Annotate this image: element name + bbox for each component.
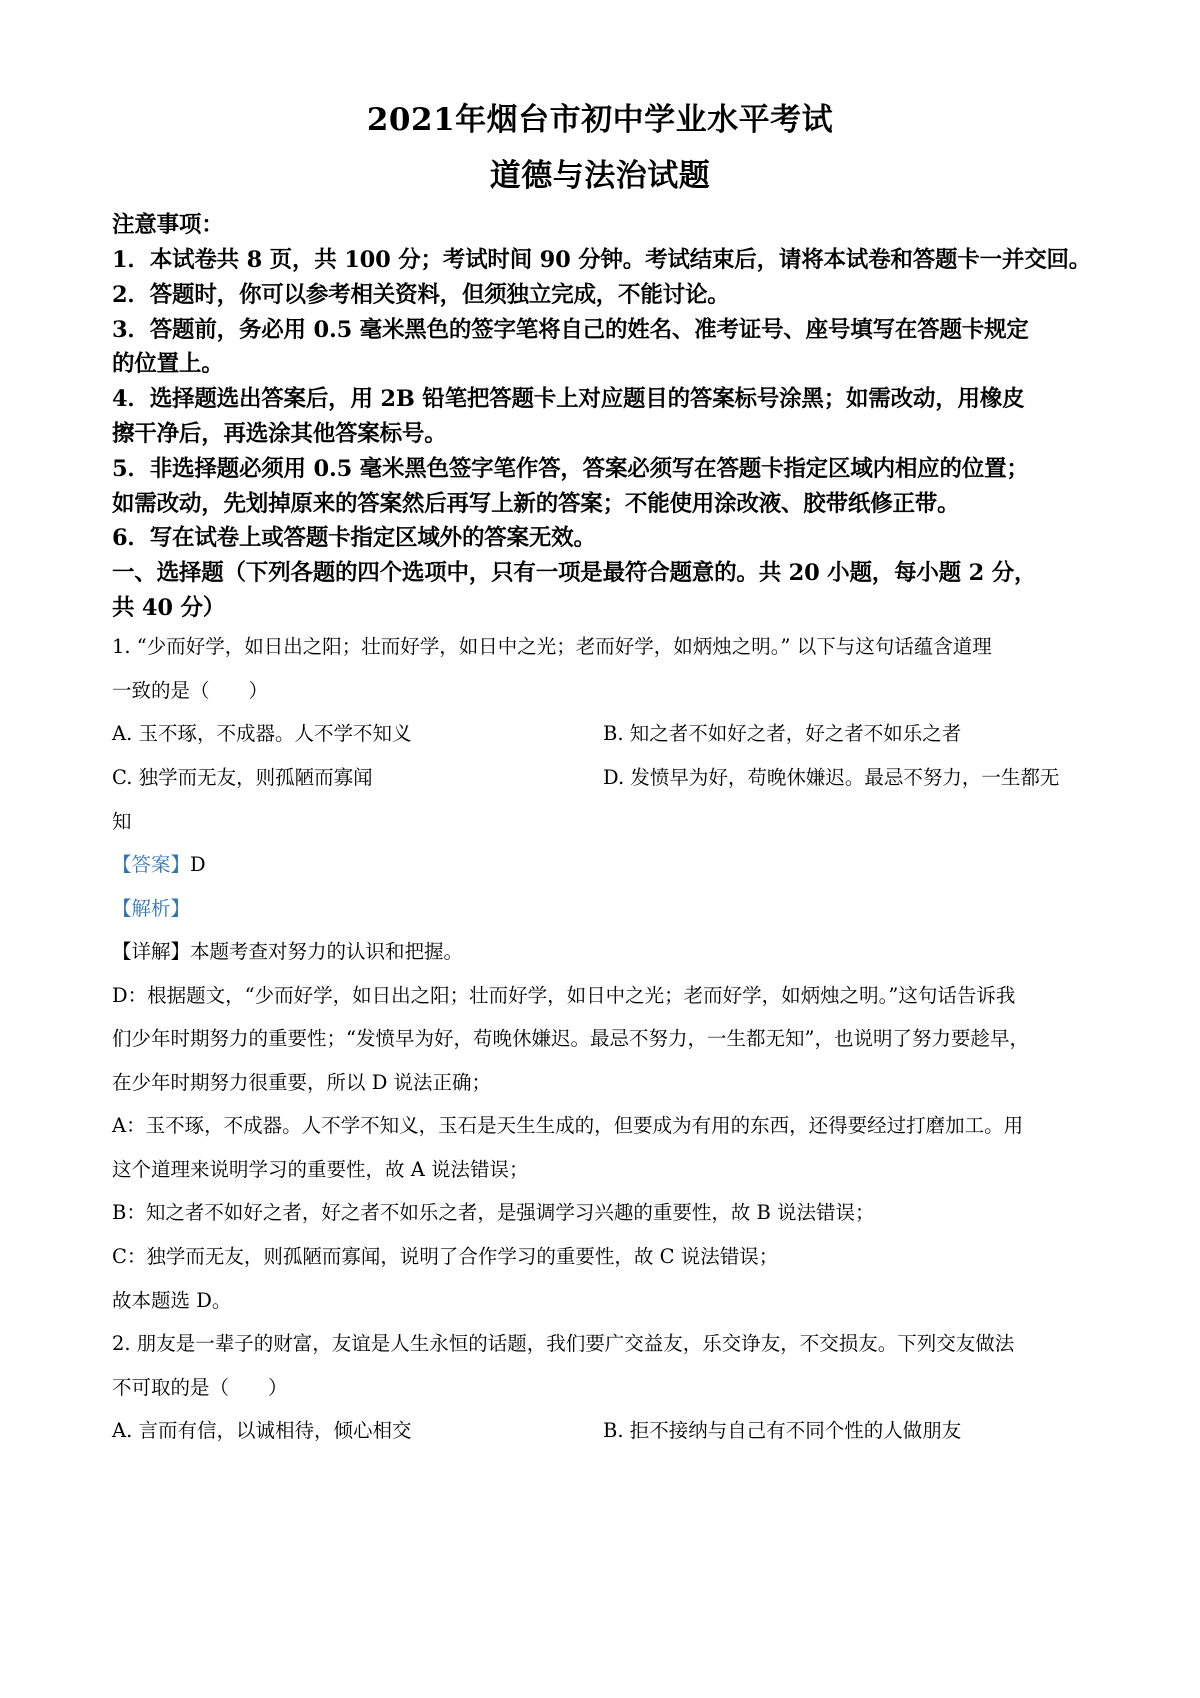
notice-line: 擦干净后，再选涂其他答案标号。 [112,421,447,447]
notice-line: 3．答题前，务必用 0.5 毫米黑色的签字笔将自己的姓名、准考证号、座号填写在答题卡规定 [112,317,1029,343]
section-heading-cont: 共 40 分） [112,595,226,621]
question-2-stem: 2. 朋友是一辈子的财富，友谊是人生永恒的话题，我们要广交益友，乐交诤友，不交损友。下列交友做法 [112,1332,1015,1355]
question-1-stem: 1. “少而好学，如日出之阳；壮而好学，如日中之光；老而好学，如炳烛之明。” 以下与这句话蕴含道理 [112,635,992,658]
answer-tag: 【答案】 [112,853,191,876]
explanation-line: 【详解】本题考查对努力的认识和把握。 [112,940,464,963]
notice-line: 如需改动，先划掉原来的答案然后再写上新的答案；不能使用涂改液、胶带纸修正带。 [112,491,960,517]
answer-value: D [190,853,206,876]
notice-line: 1．本试卷共 8 页，共 100 分；考试时间 90 分钟。考试结束后，请将本试卷和答题卡一并交回。 [112,247,1092,273]
notice-line: 5．非选择题必须用 0.5 毫米黑色签字笔作答，答案必须写在答题卡指定区域内相应的位置； [112,456,1029,482]
notice-line: 6．写在试卷上或答题卡指定区域外的答案无效。 [112,525,596,551]
section-heading: 一、选择题（下列各题的四个选项中，只有一项是最符合题意的。共 20 小题，每小题 2 分， [112,560,1037,586]
exam-subtitle: 道德与法治试题 [489,158,711,194]
explanation-line: A：玉不琢，不成器。人不学不知义，玉石是天生生成的，但要成为有用的东西，还得要经过打磨加工。用 [112,1114,1024,1137]
question-2-option-a: A. 言而有信，以诚相待，倾心相交 [112,1419,412,1442]
answer-line [112,849,206,877]
explanation-line: D：根据题文，“少而好学，如日出之阳；壮而好学，如日中之光；老而好学，如炳烛之明。”这句话告诉我 [112,984,1016,1007]
notice-line: 4．选择题选出答案后，用 2B 铅笔把答题卡上对应题目的答案标号涂黑；如需改动，用橡皮 [112,386,1025,412]
question-2-option-b: B. 拒不接纳与自己有不同个性的人做朋友 [603,1419,962,1442]
explanation-line: 故本题选 D。 [112,1289,232,1312]
question-1-option-a: A. 玉不琢，不成器。人不学不知义 [112,722,412,745]
explanation-line: 们少年时期努力的重要性；“发愤早为好，苟晚休嫌迟。最忌不努力，一生都无知”，也说明了努力要趁早， [112,1027,1029,1050]
notice-line: 2．答题时，你可以参考相关资料，但须独立完成，不能讨论。 [112,282,730,308]
question-1-stem-cont: 一致的是（ ） [112,679,269,702]
notice-heading: 注意事项： [112,212,224,238]
explanation-line: B：知之者不如好之者，好之者不如乐之者，是强调学习兴趣的重要性，故 B 说法错误； [112,1201,875,1224]
analysis-tag: 【解析】 [112,897,191,920]
question-2-stem-cont: 不可取的是（ ） [112,1376,288,1399]
question-1-option-d: D. 发愤早为好，苟晚休嫌迟。最忌不努力，一生都无 [603,766,1060,789]
notice-line: 的位置上。 [112,351,224,377]
explanation-line: 在少年时期努力很重要，所以 D 说法正确； [112,1071,492,1094]
explanation-line: 这个道理来说明学习的重要性，故 A 说法错误； [112,1158,529,1181]
explanation-line: C：独学而无友，则孤陋而寡闻，说明了合作学习的重要性，故 C 说法错误； [112,1245,779,1268]
question-1-option-b: B. 知之者不如好之者，好之者不如乐之者 [603,722,962,745]
exam-title: 2021年烟台市初中学业水平考试 [366,102,834,138]
question-1-option-d-cont: 知 [112,810,132,833]
question-1-option-c: C. 独学而无友，则孤陋而寡闻 [112,766,373,789]
